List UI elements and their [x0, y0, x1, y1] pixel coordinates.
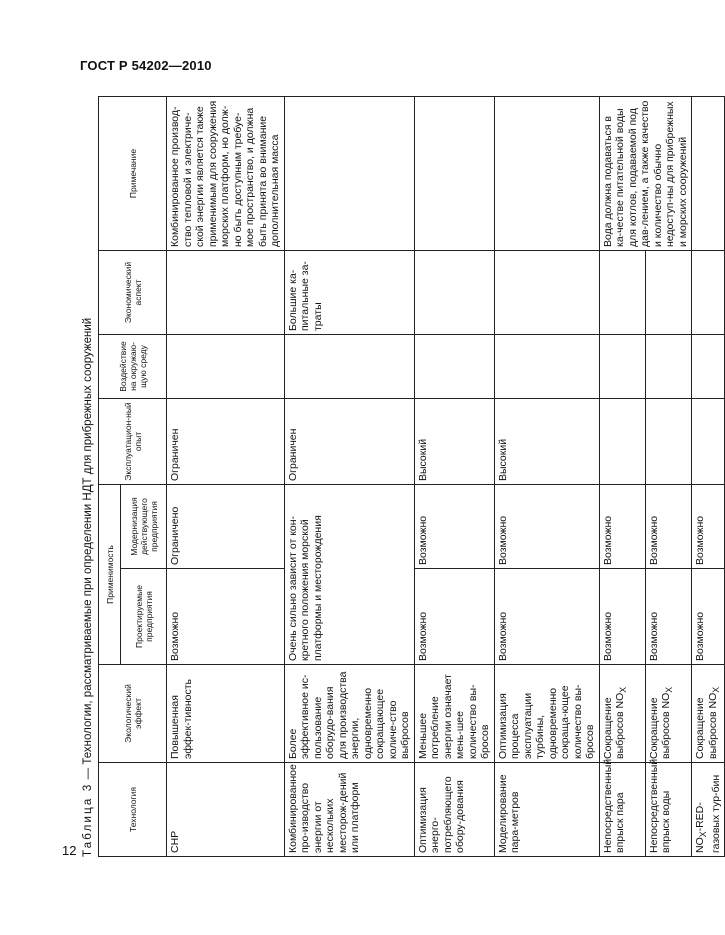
- cell-note: [414, 97, 494, 251]
- cell-environment: [692, 335, 725, 399]
- cell-environment: [414, 335, 494, 399]
- eco-effect-text: Сокращение выбросов NO: [601, 692, 626, 759]
- technology-text: -RED-газовых тур-бин: [694, 774, 722, 853]
- cell-technology: Оптимизация энерго-потребляющего обору-дования: [414, 763, 494, 857]
- document-header: ГОСТ Р 54202—2010: [80, 58, 212, 73]
- page-number: 12: [62, 843, 77, 858]
- cell-modernization: Возможно: [599, 485, 645, 569]
- cell-note: Вода должна подаваться в ка-честве питательной воды для котлов, подаваемой под дав-лением, а также качество и количество обычно недоступ-ны для прибрежных и морских сооружений: [599, 97, 692, 251]
- cell-modernization: Возможно: [692, 485, 725, 569]
- cell-economics: [494, 251, 599, 335]
- col-header-eco-effect: Экологический эффект: [99, 665, 167, 763]
- table-row: [167, 97, 285, 857]
- cell-modernization: Возможно: [494, 485, 599, 569]
- table-row: [284, 97, 414, 857]
- cell-eco-effect: Меньшее потребление энергии означает мень-шее количество вы-бросов: [414, 665, 494, 763]
- col-header-technology: Технология: [99, 763, 167, 857]
- cell-economics: Большие ка-питальные за-траты: [284, 251, 414, 335]
- cell-technology: CHP: [167, 763, 285, 857]
- cell-applicability-merged: Очень сильно зависит от кон-кретного положения морской платформы и месторождения: [284, 485, 414, 665]
- technologies-table: [98, 96, 725, 857]
- col-header-modernization: Модернизация действующего предприятия: [121, 485, 167, 569]
- cell-environment: [645, 335, 691, 399]
- cell-new-plants: Возможно: [645, 569, 691, 665]
- cell-eco-effect: [599, 665, 645, 763]
- cell-environment: [284, 335, 414, 399]
- cell-technology: Непосредственный впрыск воды: [645, 763, 691, 857]
- cell-eco-effect: Оптимизация процесса эксплуатации турбины, одновременно сокраща-ющее количество вы-бросов: [494, 665, 599, 763]
- cell-economics: [414, 251, 494, 335]
- table-caption-text: — Технологии, рассматриваемые при определении НДТ для прибрежных сооружений: [82, 317, 94, 783]
- cell-economics: [645, 251, 691, 335]
- nox-subscript: X: [710, 686, 721, 693]
- cell-note: [284, 97, 414, 251]
- cell-new-plants: Возможно: [167, 569, 285, 665]
- cell-economics: [599, 251, 645, 335]
- cell-technology: [692, 763, 725, 857]
- cell-eco-effect: Повышенная эффек-тивность: [167, 665, 285, 763]
- cell-environment: [599, 335, 645, 399]
- rotated-table-block: [80, 89, 722, 857]
- cell-modernization: Возможно: [645, 485, 691, 569]
- table-row: [599, 97, 645, 857]
- cell-new-plants: Возможно: [414, 569, 494, 665]
- col-header-economics: Экономический аспект: [99, 251, 167, 335]
- col-header-environment: Воздействие на окружаю-щую среду: [99, 335, 167, 399]
- cell-new-plants: Возможно: [494, 569, 599, 665]
- col-header-new-plants: Проектируемые предприятия: [121, 569, 167, 665]
- cell-economics: [692, 251, 725, 335]
- cell-experience: Высокий: [414, 399, 494, 485]
- cell-environment: [167, 335, 285, 399]
- col-header-note: Примечание: [99, 97, 167, 251]
- table-caption: [80, 89, 96, 857]
- nox-subscript: X: [618, 686, 629, 693]
- cell-eco-effect: [645, 665, 691, 763]
- cell-eco-effect: [692, 665, 725, 763]
- cell-new-plants: Возможно: [692, 569, 725, 665]
- cell-experience: Ограничен: [284, 399, 414, 485]
- cell-note: Комбинированное производ-ство тепловой и электриче-ской энергии является также применимым для сооружения морских платформ, но долж-но быть доступным требуе-мое пространство, и должна быть принята во внимание дополнительная масса: [167, 97, 285, 251]
- nox-subscript: X: [664, 686, 675, 693]
- col-header-experience: Эксплуатацион-ный опыт: [99, 399, 167, 485]
- cell-technology: Моделирование пара-метров: [494, 763, 599, 857]
- table-row: [414, 97, 494, 857]
- cell-new-plants: Возможно: [599, 569, 645, 665]
- eco-effect-text: Сокращение выбросов NO: [647, 692, 673, 759]
- eco-effect-text: Сокращение выбросов NO: [694, 692, 719, 759]
- cell-experience: [645, 399, 691, 485]
- cell-note: [494, 97, 599, 251]
- cell-technology: Комбинированное про-изводство энергии от нескольких месторож-дений или платформ: [284, 763, 414, 857]
- cell-note: [692, 97, 725, 251]
- cell-experience: [692, 399, 725, 485]
- cell-experience: [599, 399, 645, 485]
- table-caption-label: Таблица 3: [82, 782, 94, 857]
- table-row: [692, 97, 725, 857]
- cell-eco-effect: Более эффективное ис-пользование оборудо-вания для производства энергии, одновременно сокращающее количе-ство выбросов: [284, 665, 414, 763]
- cell-environment: [494, 335, 599, 399]
- table-row: [494, 97, 599, 857]
- col-header-applicability: Применимость: [99, 485, 121, 665]
- cell-technology: Непосредственный впрыск пара: [599, 763, 645, 857]
- cell-experience: Высокий: [494, 399, 599, 485]
- technology-prefix: NO: [694, 837, 706, 853]
- cell-modernization: Возможно: [414, 485, 494, 569]
- nox-subscript: X: [698, 831, 709, 838]
- cell-economics: [167, 251, 285, 335]
- cell-modernization: Ограничено: [167, 485, 285, 569]
- cell-experience: Ограничен: [167, 399, 285, 485]
